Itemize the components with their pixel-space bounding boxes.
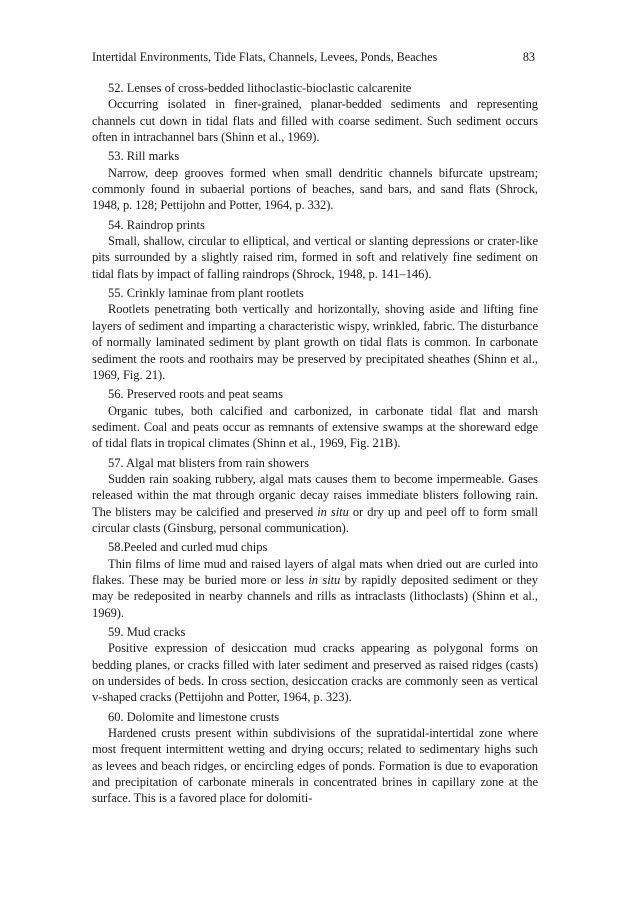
section-body [92, 471, 538, 536]
section-heading: 56. Preserved roots and peat seams [108, 387, 283, 402]
section-56 [92, 386, 538, 451]
section-heading: 54. Raindrop prints [108, 217, 205, 232]
section-body: Occurring isolated in finer-grained, planar-bedded sediments and representing channels cut down in tidal flats and filled with coarse sediment. Such sediment occurs often in intrachannel bars (Shinn et al., 1969). [92, 97, 538, 145]
section-60 [92, 709, 538, 807]
section-55 [92, 285, 538, 383]
running-head-title: Intertidal Environments, Tide Flats, Channels, Levees, Ponds, Beaches [92, 50, 438, 64]
italic-term: in situ [308, 572, 341, 587]
section-body [92, 556, 538, 621]
section-body: Narrow, deep grooves formed when small dendritic channels bifurcate upstream; commonly found in subaerial portions of beaches, sand bars, and sand flats (Shrock, 1948, p. 128; Pettijohn and Potter, 1964, p. 332). [92, 165, 538, 213]
section-59 [92, 624, 538, 706]
section-57 [92, 455, 538, 537]
body-text: Sudden rain soaking rubbery, algal mats causes them to become impermeable. Gases released within the mat through organic decay raises immediate blisters following rain. The blisters may be calcified and preserved [92, 471, 538, 519]
page-content [92, 80, 538, 810]
section-52 [92, 80, 538, 145]
section-heading: 60. Dolomite and limestone crusts [108, 709, 280, 724]
section-body: Organic tubes, both calcified and carbonized, in carbonate tidal flat and marsh sediment. Coal and peats occur as remnants of extensive swamps at the shoreward edge of tidal flats in tropical climates (Shinn et al., 1969, Fig. 21B). [92, 403, 538, 451]
section-body: Small, shallow, circular to elliptical, and vertical or slanting depressions or crater-like pits surrounded by a slightly raised rim, formed in soft and relatively fine sediment on tidal flats by impact of falling raindrops (Shrock, 1948, p. 141–146). [92, 234, 538, 281]
section-body: Hardened crusts present within subdivisions of the supratidal-intertidal zone where most frequent intermittent wetting and drying occurs; related to sedimentary highs such as levees and beach ridges, or encircling edges of ponds. Formation is due to evaporation and precipitation of carbonate minerals in concentrated brines in capillary zone at the surface. This is a favored place for dolomiti- [92, 726, 538, 806]
body-text: Thin films of lime mud and raised layers of algal mats when dried out are curled into flakes. These may be buried more or less [92, 556, 538, 587]
section-body: Positive expression of desiccation mud cracks appearing as polygonal forms on bedding planes, or cracks filled with later sediment and preserved as raised ridges (casts) on undersides of beds. In cross section, desiccation cracks are commonly seen as vertical v-shaped cracks (Pettijohn and Potter, 1964, p. 323). [92, 641, 538, 705]
section-heading: 58.Peeled and curled mud chips [108, 540, 268, 555]
section-heading: 52. Lenses of cross-bedded lithoclastic-bioclastic calcarenite [108, 81, 412, 95]
section-heading: 59. Mud cracks [108, 625, 186, 639]
page-number: 83 [522, 50, 535, 64]
italic-term: in situ [317, 504, 349, 519]
section-heading: 57. Algal mat blisters from rain showers [108, 455, 310, 470]
section-53 [92, 148, 538, 213]
section-heading: 55. Crinkly laminae from plant rootlets [108, 286, 304, 301]
running-head [92, 50, 535, 65]
section-heading: 53. Rill marks [108, 149, 180, 164]
section-body: Rootlets penetrating both vertically and horizontally, shoving aside and lifting fine layers of sediment and imparting a characteristic wispy, wrinkled, fabric. The disturbance of normally laminated sediment by plant growth on tidal flats is common. In carbonate sediment the roots and roothairs may be preserved by precipitated sheathes (Shinn et al., 1969, Fig. 21). [92, 302, 538, 382]
body-text: or dry up and peel off to form small circular clasts (Ginsburg, personal communication). [92, 504, 538, 535]
body-text: by rapidly deposited sediment or they may be redeposited in nearby channels and rills as intraclasts (lithoclasts) (Shinn et al., 1969). [92, 572, 538, 620]
section-58 [92, 539, 538, 621]
section-54 [92, 217, 538, 282]
